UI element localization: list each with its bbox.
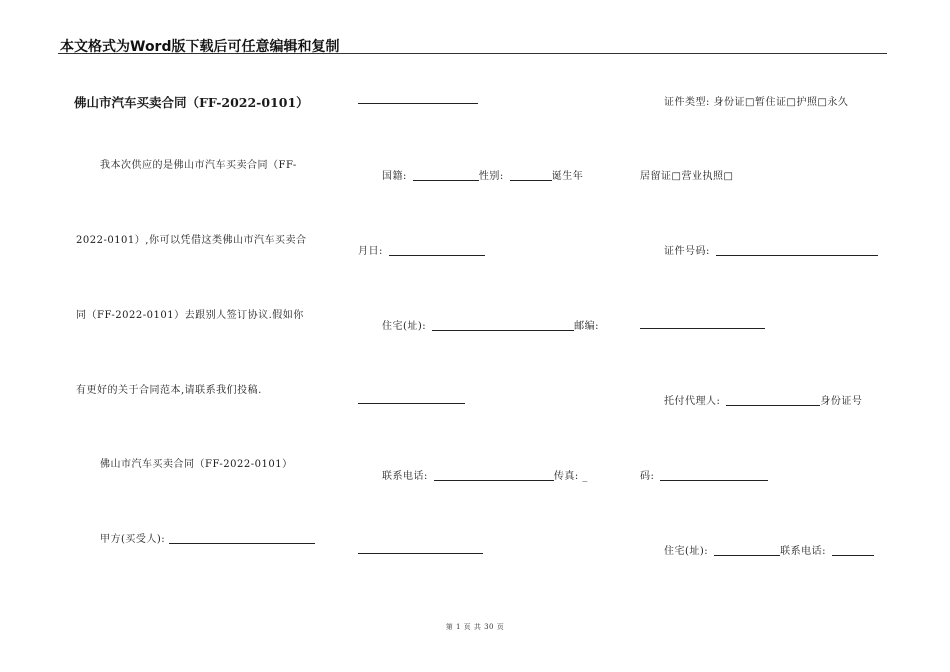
id-type-row: 证件类型: 身份证□暂住证□护照□永久: [664, 97, 849, 108]
phone-label: 联系电话:: [382, 471, 428, 482]
intro-line-2: 2022-0101）,你可以凭借这类佛山市汽车买卖合: [76, 235, 307, 246]
right-address-label: 住宅(址):: [664, 546, 709, 557]
residence-row: 居留证□营业执照□: [640, 171, 734, 182]
postcode-field[interactable]: [640, 328, 765, 329]
right-address-row: [664, 542, 874, 557]
gender-field[interactable]: [510, 169, 552, 181]
month-day-field[interactable]: [389, 244, 485, 256]
document-header: 本文格式为Word版下载后可任意编辑和复制: [60, 39, 340, 55]
fax-label: 传真: _: [553, 471, 588, 482]
contract-subtitle: 佛山市汽车买卖合同（FF-2022-0101）: [100, 459, 293, 470]
month-day-label: 月日:: [358, 246, 383, 257]
code-row: [640, 467, 768, 482]
agent-field[interactable]: [726, 394, 820, 406]
address-field[interactable]: [432, 319, 574, 331]
birth-year-label: 诞生年: [551, 171, 584, 182]
address-label: 住宅(址):: [382, 321, 427, 332]
month-day-row: [358, 242, 485, 257]
agent-label: 托付代理人:: [664, 396, 721, 407]
party-a-field[interactable]: [169, 532, 315, 544]
postcode-label: 邮编:: [574, 321, 600, 332]
right-phone-label: 联系电话:: [780, 546, 827, 557]
party-a-label: 甲方(买受人):: [100, 534, 166, 545]
nationality-field[interactable]: [413, 169, 479, 181]
right-phone-field[interactable]: [832, 544, 874, 556]
right-address-field[interactable]: [714, 544, 780, 556]
gender-label: 性别:: [478, 171, 504, 182]
contract-title: 佛山市汽车买卖合同（FF-2022-0101）: [74, 95, 309, 110]
nationality-row: [382, 167, 583, 182]
id-number-label: 证件号码:: [664, 246, 710, 257]
page-number: 第 1 页 共 30 页: [445, 623, 505, 631]
id-number-row: [664, 242, 878, 257]
intro-line-4: 有更好的关于合同范本,请联系我们投稿.: [76, 385, 262, 396]
blank-line-middle[interactable]: [358, 403, 465, 404]
blank-line-top[interactable]: [358, 103, 478, 104]
id-number-field[interactable]: [716, 244, 878, 256]
phone-field[interactable]: [434, 469, 554, 481]
intro-line-3: 同（FF-2022-0101）去跟别人签订协议.假如你: [76, 310, 304, 321]
code-label: 码:: [640, 471, 655, 482]
phone-row: [382, 467, 588, 482]
nationality-label: 国籍:: [382, 171, 407, 182]
agent-row: [664, 392, 862, 407]
party-a-row: [100, 530, 315, 545]
intro-line-1: 我本次供应的是佛山市汽车买卖合同（FF-: [100, 160, 297, 171]
blank-line-bottom[interactable]: [358, 553, 483, 554]
code-field[interactable]: [660, 469, 768, 481]
header-divider: [58, 53, 887, 54]
agent-id-label: 身份证号: [820, 396, 863, 407]
address-row: [382, 317, 599, 332]
